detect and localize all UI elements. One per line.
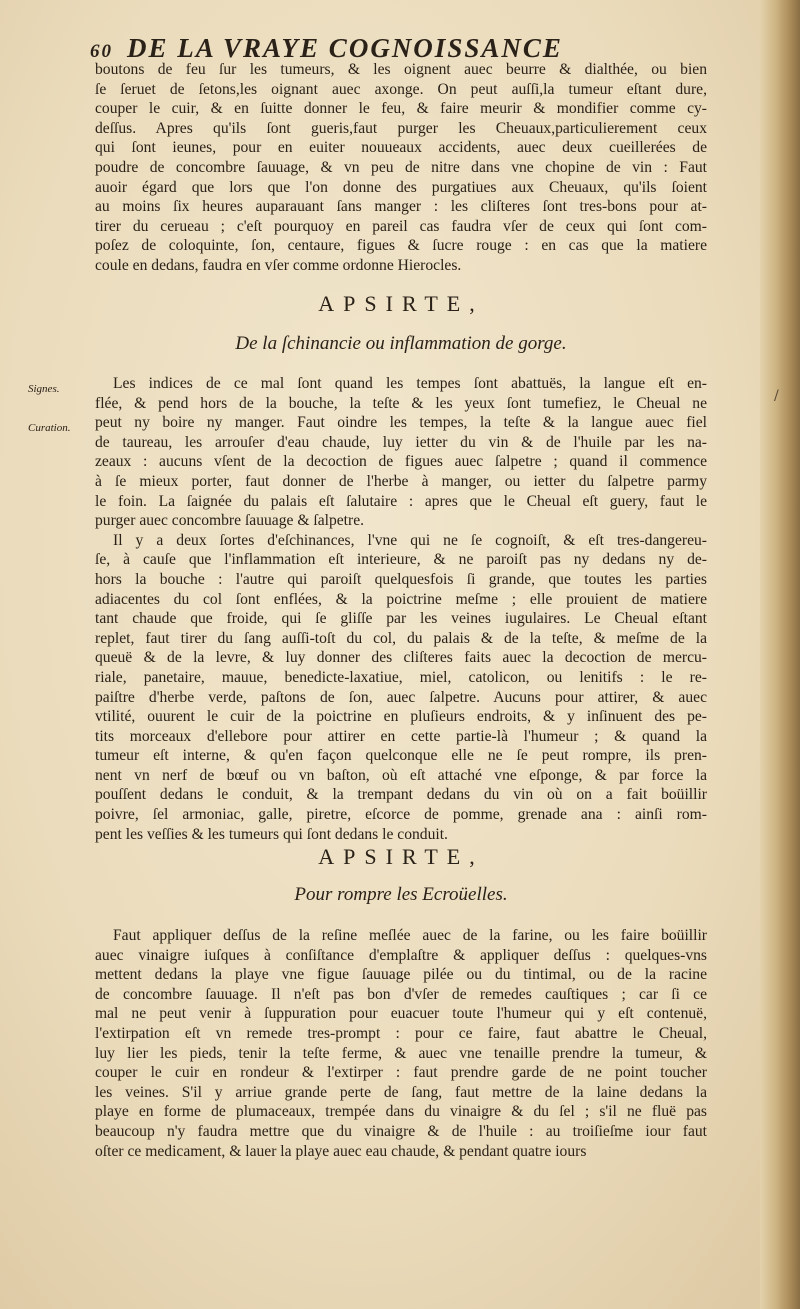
text-line: de taureau, les arrouſer d'eau chaude, luy ietter du vin & de l'huile par les na- <box>95 433 707 451</box>
text-line: zeaux : aucuns vſent de la decoction de figues auec ſalpetre ; quand il commence <box>95 453 707 471</box>
text-line: purger auec concombre ſauuage & ſalpetre. <box>95 512 365 530</box>
text-line: nent vn nerf de bœuf ou vn baſton, où eſt attaché vne eſponge, & par force la <box>95 766 707 784</box>
text-line: auec vinaigre iuſques à conſiſtance d'emplaſtre & appliquer deſſus : quelques-vns <box>95 946 707 964</box>
text-line: auoir égard que lors que l'on donne des purgatiues aux Cheuaux, qu'ils ſoient <box>95 178 707 196</box>
text-line: qui ſont ieunes, pour en euiter nouueaux accidents, auec deux cueillerées de <box>95 139 707 157</box>
text-line: riale, panetaire, mauue, benedicte-laxatiue, miel, catolicon, ou lenitifs : le re- <box>95 668 707 686</box>
text-line: de concombre ſauuage. Il n'eſt pas bon d'vſer de remedes cauſtiques ; car ſi ce <box>95 985 707 1003</box>
text-line: replet, faut tirer du ſang auſſi-toſt du col, du palais & de la teſte, & meſme de la <box>95 629 707 647</box>
text-line: adiacentes du col ſont enflées, & la poictrine meſme ; elle prouient de matiere <box>95 590 707 608</box>
section-subheading-2: Pour rompre les Ecroüelles. <box>294 884 508 905</box>
text-block-2 <box>95 374 707 844</box>
text-line: poudre de concombre ſauuage, & vn peu de nitre dans vne chopine de vin : Faut <box>95 158 707 176</box>
text-block-3 <box>95 926 707 1161</box>
page-number: 60 <box>90 41 113 62</box>
text-line: paiſtre d'herbe verde, paſtons de ſon, auec ſalpetre. Aucuns pour attirer, & auec <box>95 688 707 706</box>
text-line: ſe, à cauſe que l'inflammation eſt interieure, & ne paroiſt pas ny dedans ny de- <box>95 551 707 569</box>
text-line: deſſus. Apres qu'ils ſont gueris,faut purger les Cheuaux,particulierement ceux <box>95 119 707 137</box>
section-heading-2: APSIRTE, <box>318 844 484 869</box>
text-line: poſez de coloquinte, ſon, centaure, figues & ſucre rouge : en cas que la matiere <box>95 237 707 255</box>
text-line: pouſſent dedans le conduit, & la trempant dedans du vin où on a fait boüillir <box>95 786 707 804</box>
section-subheading-1: De la ſchinancie ou inflammation de gorge. <box>235 333 567 354</box>
text-line: tits morceaux d'ellebore pour attirer en cette partie-là l'humeur ; & quand la <box>95 727 707 745</box>
text-line: mettent dedans la playe vne figue ſauuage pilée ou du tintimal, ou de la racine <box>95 966 707 984</box>
text-line: Les indices de ce mal ſont quand les tempes ſont abattuës, la langue eſt en- <box>113 375 707 392</box>
text-line: couper le cuir en rondeur & l'extirper : faut prendre garde de ne point toucher <box>95 1064 707 1082</box>
text-line: l'extirpation eſt vn remede tres-prompt : pour ce faire, faut abattre le Cheual, <box>95 1024 707 1042</box>
section-heading-1: APSIRTE, <box>318 291 484 316</box>
text-line: à ſe mieux porter, faut donner de l'herbe à manger, ou ietter du ſalpetre parmy <box>95 472 707 490</box>
text-line: Faut appliquer deſſus de la reſine meſlée auec de la farine, ou les faire boüillir <box>113 927 707 944</box>
margin-note-signes: Signes. <box>28 383 60 395</box>
margin-mark: / <box>774 388 779 404</box>
text-line: ſe ſeruet de ſetons,les oignant auec axonge. On peut auſſi,la tumeur eſtant dure, <box>95 80 707 98</box>
text-line: Il y a deux ſortes d'eſchinances, l'vne qui ne ſe cognoiſt, & eſt tres-dangereu- <box>113 531 707 549</box>
text-line: coule en dedans, faudra en vſer comme ordonne Hierocles. <box>95 256 462 274</box>
book-spine-edge <box>760 0 800 1309</box>
text-line: poivre, ſel armoniac, galle, piretre, eſcorce de pomme, grenade ana : ainſi rom- <box>95 806 707 824</box>
text-line: playe en forme de plumaceaux, trempée dans du vinaigre & du ſel ; s'il ne fluë pas <box>95 1103 707 1121</box>
text-line: beaucoup n'y faudra mettre que du vinaigre & de l'huile : au troiſieſme iour faut <box>95 1122 707 1140</box>
text-line: pent les veſſies & les tumeurs qui ſont dedans le conduit. <box>95 825 448 843</box>
text-line: hors la bouche : l'autre qui paroiſt quelquesfois ſi grande, que toutes les parties <box>95 570 707 588</box>
text-line: tirer du cerueau ; c'eſt pourquoy en pareil cas faudra vſer de ceux qui ſont com- <box>95 217 707 235</box>
text-line: flée, & pend hors de la bouche, la teſte & les yeux ſont tumefiez, le Cheual ne <box>95 394 707 412</box>
text-block-1 <box>95 60 707 276</box>
margin-note-curation: Curation. <box>28 422 71 434</box>
text-line: peut ny boire ny manger. Faut oindre les tempes, la teſte & la langue auec fiel <box>95 414 707 432</box>
text-line: queuë & de la levre, & luy donner des cliſteres faits auec la decoction de mercu- <box>95 649 707 667</box>
text-line: vtilité, ouurent le cuir de la poictrine en pluſieurs endroits, & y inſinuent des pe- <box>95 708 707 726</box>
text-line: boutons de feu ſur les tumeurs, & les oignent auec beurre & dialthée, ou bien <box>95 61 707 78</box>
text-line: mal ne peut venir à ſuppuration pour euacuer toute l'humeur qui y eſt contenuë, <box>95 1005 707 1023</box>
running-title: DE LA VRAYE COGNOISSANCE <box>127 33 563 63</box>
text-line: tumeur eſt interne, & qu'en façon quelconque elle ne ſe peut rompre, ils pren- <box>95 747 707 765</box>
text-line: le foin. La ſaignée du palais eſt ſalutaire : apres que le Cheual eſt guery, faut le <box>95 492 707 510</box>
text-line: au moins ſix heures auparauant ſans manger : les cliſteres ſont tres-bons pour at- <box>95 198 707 216</box>
text-line: couper le cuir, & en ſuitte donner le feu, & faire meurir & mondifier comme cy- <box>95 100 707 118</box>
text-line: oſter ce medicament, & lauer la playe auec eau chaude, & pendant quatre iours <box>95 1142 587 1160</box>
text-line: luy lier les pieds, tenir la teſte ferme, & auec vne tenaille prendre la tumeur, & <box>95 1044 707 1062</box>
text-line: tant chaude que froide, qui ſe gliſſe par les veines iugulaires. Le Cheual eſtant <box>95 610 707 628</box>
text-line: les veines. S'il y arriue grande perte de ſang, faut mettre de la laine dedans la <box>95 1083 707 1101</box>
